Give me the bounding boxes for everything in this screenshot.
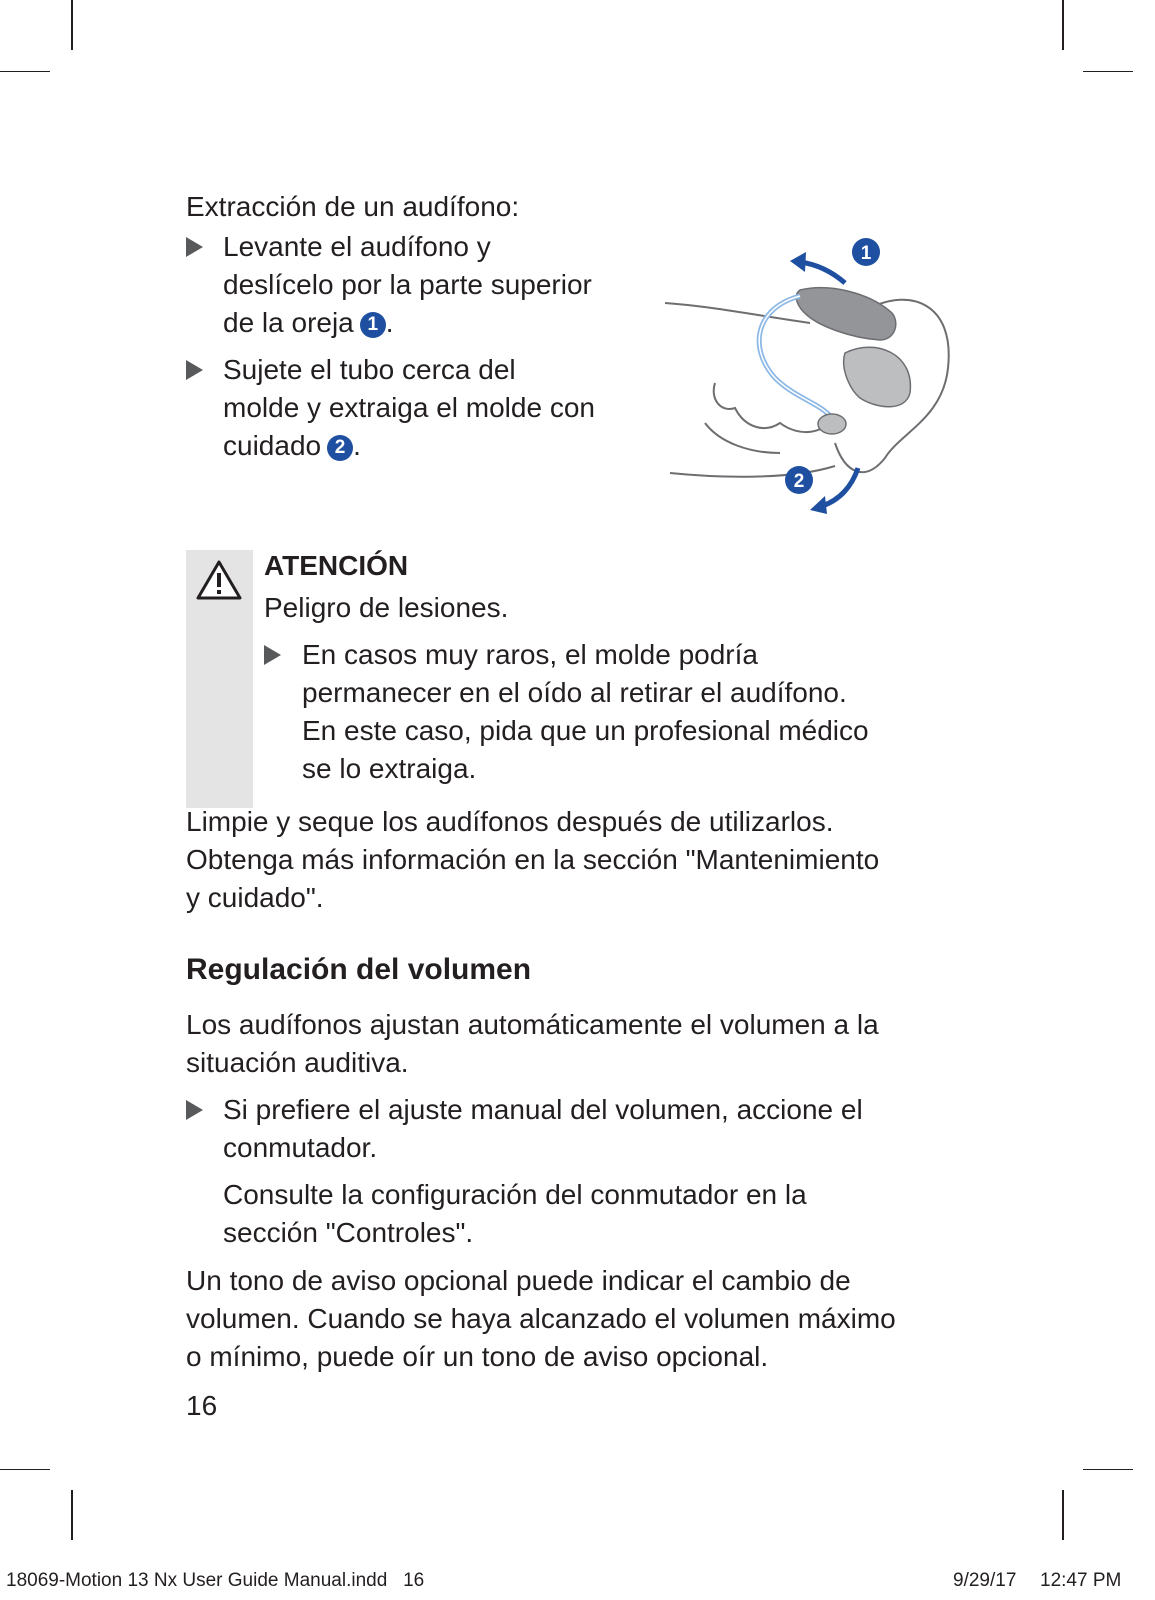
step-arrow-icon [186,360,203,380]
volume-tone-line-1: Un tono de aviso opcional puede indicar el cambio de [186,1265,851,1296]
volume-intro-line-1: Los audífonos ajustan automáticamente el volumen a la [186,1009,879,1040]
hearing-aid-body [796,288,895,340]
illustration-badge-2: 2 [793,471,805,492]
page-number: 16 [186,1390,218,1421]
section-intro: Extracción de un audífono: [186,191,520,222]
volume-note-line-1: Consulte la configuración del conmutador en la [223,1179,807,1210]
finger-outline [665,303,810,323]
number-badge-2: 2 [327,435,353,461]
volume-tone-line-3: o mínimo, puede oír un tono de aviso opcional. [186,1341,769,1372]
footer-file-name: 18069-Motion 13 Nx User Guide Manual.indd 16 [6,1570,425,1591]
cleaning-line-2: Obtenga más información en la sección "Mantenimiento [186,844,880,875]
crop-mark [1062,0,1064,50]
removal-step-2-line-2: molde y extraiga el molde con [223,392,595,423]
number-badge-1: 1 [360,312,386,338]
warning-triangle-icon [196,560,242,600]
earmold [818,414,846,434]
crop-mark [71,0,73,50]
crop-mark [1083,1469,1133,1470]
step-arrow-icon [186,1100,203,1120]
footer-date: 9/29/17 [953,1570,1017,1591]
volume-heading: Regulación del volumen [186,953,532,986]
removal-step-2-line-3 [223,427,361,465]
removal-step-1-text: de la oreja [223,307,354,338]
volume-tone-line-2: volumen. Cuando se haya alcanzado el volumen máximo [186,1303,896,1334]
warning-title: ATENCIÓN [264,550,409,581]
crop-mark [0,71,50,72]
removal-step-1-line-1: Levante el audífono y [223,231,491,262]
cleaning-line-3: y cuidado". [186,882,324,913]
volume-step-line-1: Si prefiere el ajuste manual del volumen, accione el [223,1094,863,1125]
removal-step-2-text: cuidado [223,430,322,461]
cleaning-line-1: Limpie y seque los audífonos después de utilizarlos. [186,806,834,837]
warning-line-1: En casos muy raros, el molde podría [302,639,758,670]
removal-step-1-period: . [385,307,394,338]
ear-removal-illustration [660,228,960,528]
removal-step-1-line-3 [223,304,394,342]
step-arrow-icon [264,645,281,665]
crop-mark [0,1469,50,1470]
volume-intro-line-2: situación auditiva. [186,1047,409,1078]
volume-note-line-2: sección "Controles". [223,1217,474,1248]
lift-arrow-icon [800,262,845,283]
crop-mark [1062,1490,1064,1540]
warning-line-4: se lo extraiga. [302,753,477,784]
crop-mark [1083,71,1133,72]
removal-step-2-period: . [353,430,361,461]
illustration-badge-1: 1 [860,243,872,264]
removal-step-1-line-2: deslícelo por la parte superior [223,269,592,300]
warning-line-3: En este caso, pida que un profesional médico [302,715,869,746]
footer-time: 12:47 PM [1040,1570,1122,1591]
step-arrow-icon [186,237,203,257]
crop-mark [71,1490,73,1540]
volume-step-line-2: conmutador. [223,1132,378,1163]
warning-subtitle: Peligro de lesiones. [264,592,509,623]
hand-outline [714,383,832,432]
removal-step-2-line-1: Sujete el tubo cerca del [223,354,516,385]
pull-arrow-icon [822,468,858,506]
warning-line-2: permanecer en el oído al retirar el audífono. [302,677,847,708]
